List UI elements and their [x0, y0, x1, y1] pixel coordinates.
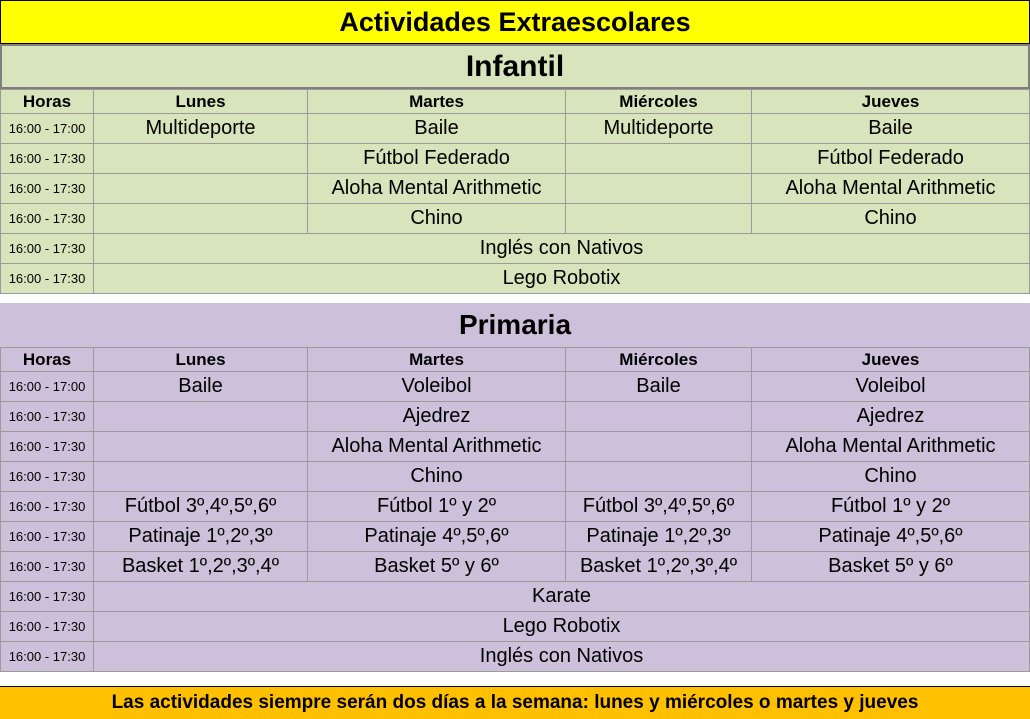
activity-cell[interactable]: Patinaje 4º,5º,6º: [752, 522, 1030, 552]
hours-cell[interactable]: 16:00 - 17:30: [1, 552, 94, 582]
activity-cell[interactable]: Fútbol Federado: [752, 144, 1030, 174]
hours-cell[interactable]: 16:00 - 17:30: [1, 204, 94, 234]
activity-cell[interactable]: Chino: [752, 462, 1030, 492]
activity-cell[interactable]: [566, 462, 752, 492]
hours-cell[interactable]: 16:00 - 17:30: [1, 174, 94, 204]
activity-cell[interactable]: Patinaje 4º,5º,6º: [308, 522, 566, 552]
activity-cell-merged[interactable]: Inglés con Nativos: [94, 234, 1030, 264]
column-header: Horas: [1, 90, 94, 114]
activity-cell[interactable]: Baile: [308, 114, 566, 144]
activity-cell[interactable]: Multideporte: [566, 114, 752, 144]
column-header: Martes: [308, 90, 566, 114]
activity-cell[interactable]: [566, 144, 752, 174]
hours-cell[interactable]: 16:00 - 17:30: [1, 492, 94, 522]
hours-cell[interactable]: 16:00 - 17:30: [1, 612, 94, 642]
table-row: [1, 174, 1030, 204]
activity-cell[interactable]: Baile: [752, 114, 1030, 144]
activity-cell[interactable]: Basket 5º y 6º: [308, 552, 566, 582]
hours-cell[interactable]: 16:00 - 17:00: [1, 114, 94, 144]
section-title-infantil: Infantil: [0, 44, 1030, 89]
column-header: Lunes: [94, 348, 308, 372]
activity-cell[interactable]: Ajedrez: [308, 402, 566, 432]
hours-cell[interactable]: 16:00 - 17:30: [1, 522, 94, 552]
table-row: [1, 582, 1030, 612]
activity-cell[interactable]: Aloha Mental Arithmetic: [752, 432, 1030, 462]
hours-cell[interactable]: 16:00 - 17:30: [1, 642, 94, 672]
activity-cell[interactable]: Fútbol Federado: [308, 144, 566, 174]
column-header: Horas: [1, 348, 94, 372]
table-row: [1, 612, 1030, 642]
activity-cell-merged[interactable]: Lego Robotix: [94, 612, 1030, 642]
activity-cell[interactable]: Basket 1º,2º,3º,4º: [94, 552, 308, 582]
activity-cell[interactable]: Basket 5º y 6º: [752, 552, 1030, 582]
hours-cell[interactable]: 16:00 - 17:30: [1, 234, 94, 264]
table-row: [1, 402, 1030, 432]
table-row: [1, 522, 1030, 552]
infantil-schedule-table: [0, 89, 1030, 294]
activity-cell[interactable]: [94, 432, 308, 462]
activity-cell[interactable]: Aloha Mental Arithmetic: [308, 174, 566, 204]
activity-cell[interactable]: Patinaje 1º,2º,3º: [566, 522, 752, 552]
table-row: [1, 642, 1030, 672]
activity-cell[interactable]: Fútbol 3º,4º,5º,6º: [566, 492, 752, 522]
table-row: [1, 144, 1030, 174]
table-row: [1, 552, 1030, 582]
activity-cell[interactable]: Fútbol 1º y 2º: [752, 492, 1030, 522]
activity-cell[interactable]: Patinaje 1º,2º,3º: [94, 522, 308, 552]
activity-cell[interactable]: [94, 462, 308, 492]
table-row: [1, 204, 1030, 234]
table-row: [1, 234, 1030, 264]
sheet-title: Actividades Extraescolares: [0, 0, 1030, 44]
header-row: [1, 90, 1030, 114]
hours-cell[interactable]: 16:00 - 17:30: [1, 582, 94, 612]
table-row: [1, 114, 1030, 144]
activity-cell-merged[interactable]: Lego Robotix: [94, 264, 1030, 294]
section-title-primaria: Primaria: [0, 303, 1030, 347]
hours-cell[interactable]: 16:00 - 17:00: [1, 372, 94, 402]
activity-cell[interactable]: Baile: [94, 372, 308, 402]
activity-cell[interactable]: Multideporte: [94, 114, 308, 144]
column-header: Miércoles: [566, 348, 752, 372]
footer-note: Las actividades siempre serán dos días a la semana: lunes y miércoles o martes y jueves: [0, 686, 1030, 719]
activity-cell-merged[interactable]: Karate: [94, 582, 1030, 612]
activity-cell[interactable]: Chino: [308, 462, 566, 492]
column-header: Miércoles: [566, 90, 752, 114]
hours-cell[interactable]: 16:00 - 17:30: [1, 462, 94, 492]
hours-cell[interactable]: 16:00 - 17:30: [1, 264, 94, 294]
activity-cell[interactable]: Aloha Mental Arithmetic: [308, 432, 566, 462]
activity-cell[interactable]: [566, 402, 752, 432]
activity-cell[interactable]: Basket 1º,2º,3º,4º: [566, 552, 752, 582]
activity-cell[interactable]: [566, 432, 752, 462]
activity-cell[interactable]: Voleibol: [308, 372, 566, 402]
activity-cell[interactable]: [94, 144, 308, 174]
activity-cell[interactable]: [566, 174, 752, 204]
activity-cell[interactable]: [566, 204, 752, 234]
activity-cell[interactable]: Ajedrez: [752, 402, 1030, 432]
column-header: Martes: [308, 348, 566, 372]
header-row: [1, 348, 1030, 372]
primaria-schedule-table: [0, 347, 1030, 672]
hours-cell[interactable]: 16:00 - 17:30: [1, 144, 94, 174]
column-header: Lunes: [94, 90, 308, 114]
activity-cell[interactable]: [94, 402, 308, 432]
activity-cell[interactable]: [94, 174, 308, 204]
activity-cell[interactable]: Chino: [308, 204, 566, 234]
activity-cell[interactable]: Aloha Mental Arithmetic: [752, 174, 1030, 204]
table-row: [1, 492, 1030, 522]
table-row: [1, 432, 1030, 462]
activity-cell-merged[interactable]: Inglés con Nativos: [94, 642, 1030, 672]
activity-cell[interactable]: Fútbol 1º y 2º: [308, 492, 566, 522]
column-header: Jueves: [752, 348, 1030, 372]
activity-cell[interactable]: Fútbol 3º,4º,5º,6º: [94, 492, 308, 522]
hours-cell[interactable]: 16:00 - 17:30: [1, 402, 94, 432]
activity-cell[interactable]: Baile: [566, 372, 752, 402]
table-row: [1, 462, 1030, 492]
activity-cell[interactable]: [94, 204, 308, 234]
activity-cell[interactable]: Chino: [752, 204, 1030, 234]
table-row: [1, 372, 1030, 402]
table-row: [1, 264, 1030, 294]
column-header: Jueves: [752, 90, 1030, 114]
activity-cell[interactable]: Voleibol: [752, 372, 1030, 402]
hours-cell[interactable]: 16:00 - 17:30: [1, 432, 94, 462]
